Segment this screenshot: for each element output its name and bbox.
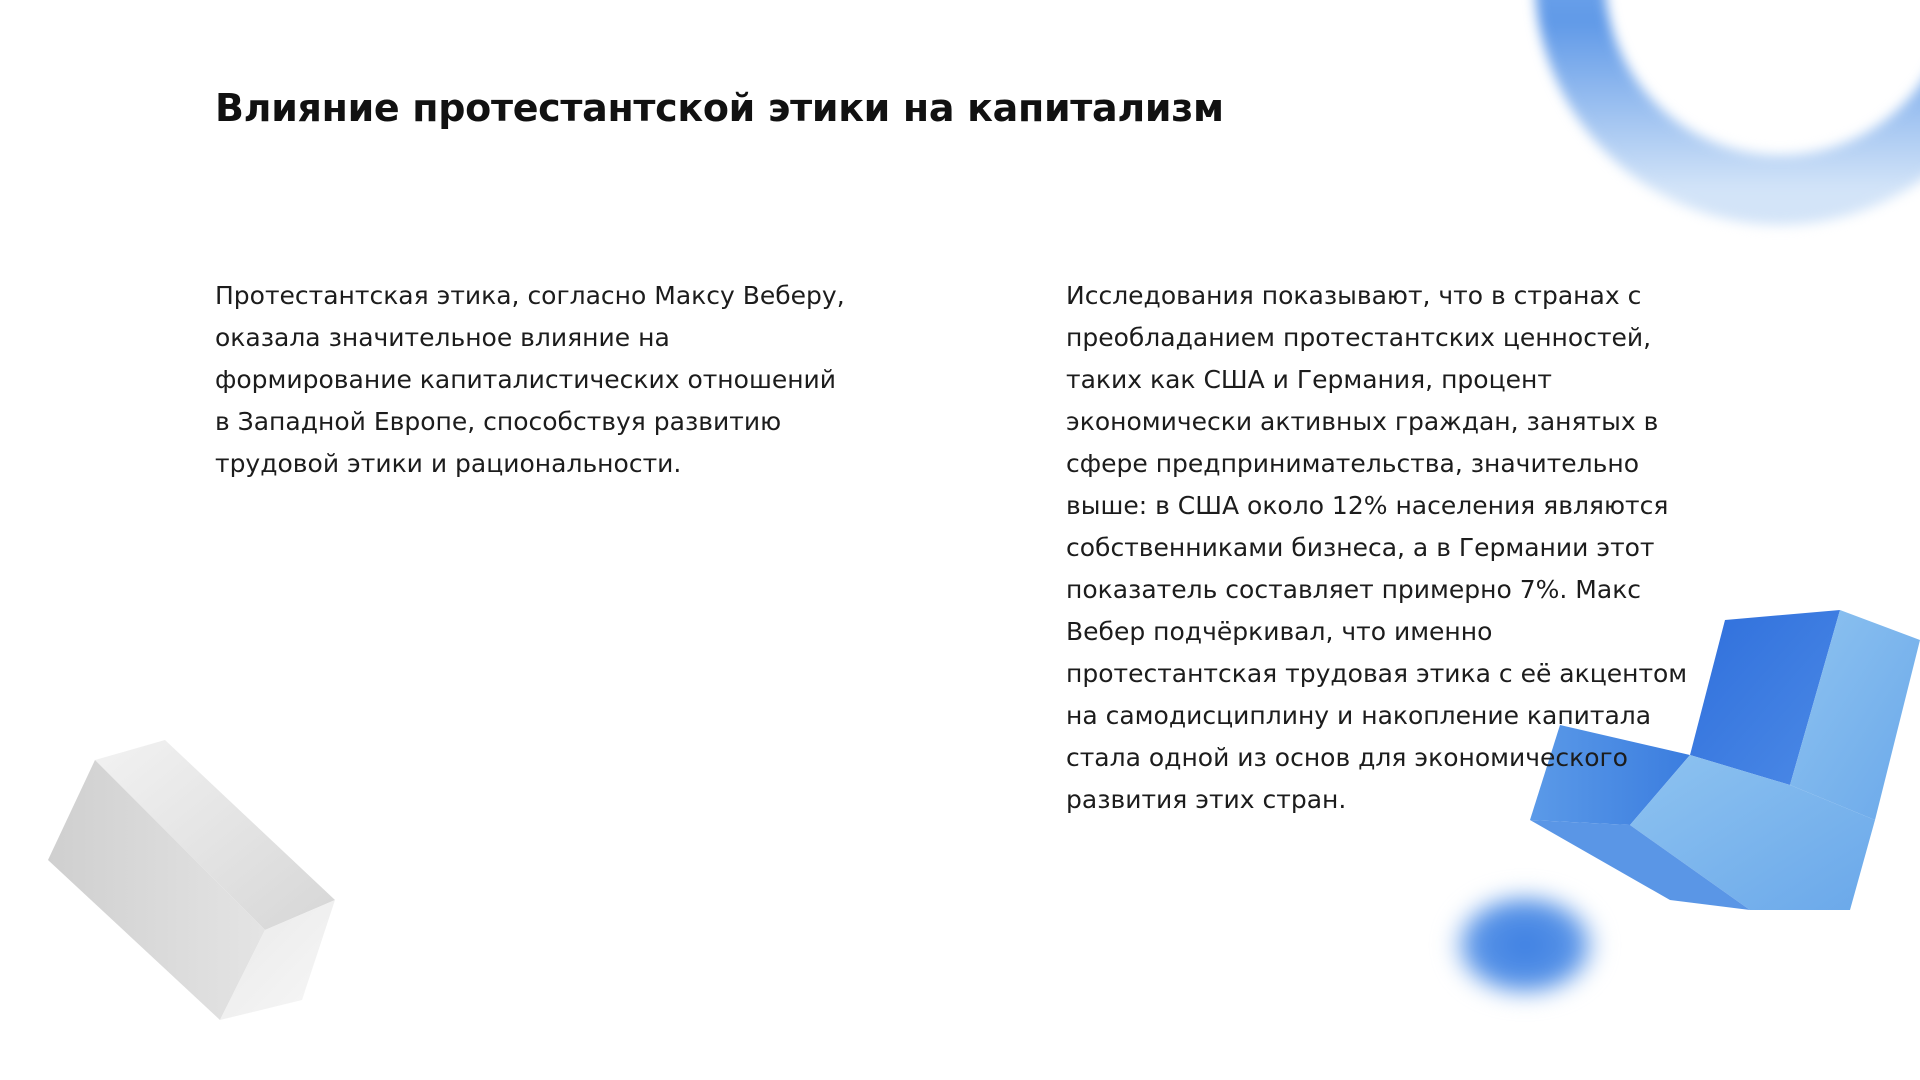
slide-title: Влияние протестантской этики на капитализм: [215, 86, 1224, 130]
blue-ring-shape: [1500, 0, 1920, 260]
gray-block-shape: [40, 730, 350, 1030]
left-paragraph: Протестантская этика, согласно Максу Веберу, оказала значительное влияние на формирование капиталистических отношений в Западной Европе, способствуя развитию трудовой этики и рациональности.: [215, 281, 845, 478]
right-paragraph: Исследования показывают, что в странах с преобладанием протестантских ценностей, таких как США и Германия, процент экономически активных граждан, занятых в сфере предпринимательства, значительно выше: в США около 12% населения являются собственниками бизнеса, а в Германии этот показатель составляет примерно 7%. Макс Вебер подчёркивал, что именно протестантская трудовая этика с её акцентом на самодисциплину и накопление капитала стала одной из основ для экономического развития этих стран.: [1066, 281, 1688, 814]
